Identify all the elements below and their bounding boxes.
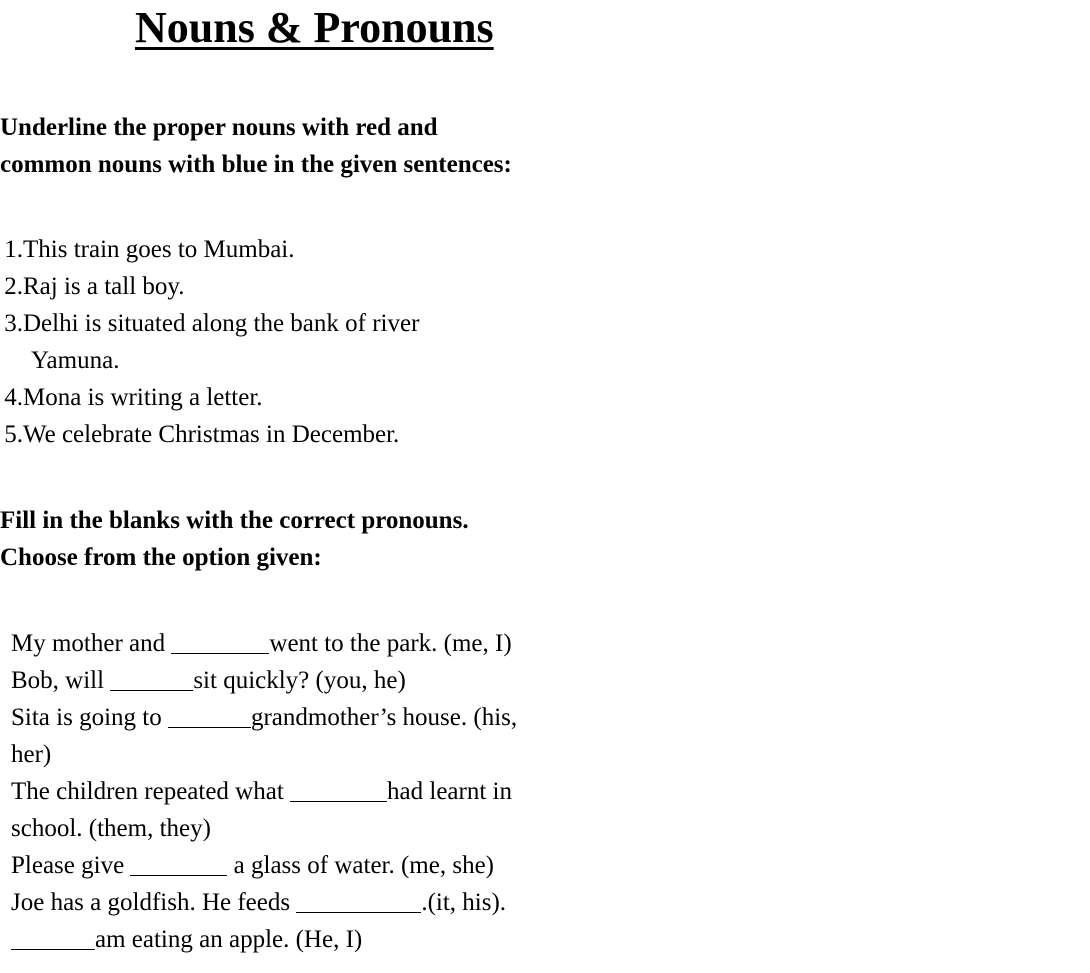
item-text-before: Please give <box>11 852 131 879</box>
item-text: Mona is writing a letter. <box>23 384 263 411</box>
item-text-after: sit quickly? (you, he) <box>193 667 406 694</box>
item-number: 4. <box>4 384 23 411</box>
item-text-before: Bob, will <box>11 667 111 694</box>
item-text-after: am eating an apple. (He, I) <box>95 926 363 953</box>
item-text: This train goes to Mumbai. <box>23 236 295 263</box>
answer-blank <box>110 665 193 691</box>
item-text-after: had learnt in <box>387 778 512 805</box>
item-text-before: Joe has a goldfish. He feeds <box>11 889 297 916</box>
list-item-continuation: Yamuna. <box>31 347 120 374</box>
section1-instruction <box>0 109 512 183</box>
fill-blank-item <box>11 773 512 810</box>
section2-instruction <box>0 502 469 576</box>
item-text-before: Sita is going to <box>11 704 168 731</box>
answer-blank <box>11 924 95 950</box>
page-title: Nouns & Pronouns <box>135 3 494 52</box>
item-number: 1. <box>4 236 23 263</box>
item-text-before: The children repeated what <box>11 778 291 805</box>
section2-instruction-line2: Choose from the option given: <box>0 544 322 571</box>
fill-blank-item <box>11 662 406 699</box>
fill-blank-item <box>11 847 494 884</box>
section1-instruction-line1: Underline the proper nouns with red and <box>0 114 438 141</box>
item-text-before: My mother and <box>11 630 172 657</box>
answer-blank <box>290 776 387 802</box>
item-text: We celebrate Christmas in December. <box>23 421 400 448</box>
list-item <box>0 379 263 416</box>
item-text: Delhi is situated along the bank of river <box>23 310 420 337</box>
section2-instruction-line1: Fill in the blanks with the correct pronouns. <box>0 507 469 534</box>
fill-blank-item <box>11 884 506 921</box>
fill-blank-item <box>11 699 517 736</box>
item-number: 2. <box>4 273 23 300</box>
answer-blank <box>296 887 421 913</box>
fill-blank-item <box>11 625 512 662</box>
list-item <box>0 416 399 453</box>
fill-blank-continuation: her) <box>11 741 52 768</box>
fill-blank-continuation: school. (them, they) <box>11 815 211 842</box>
item-text: Raj is a tall boy. <box>23 273 185 300</box>
item-text-after: a glass of water. (me, she) <box>227 852 494 879</box>
item-number: 3. <box>4 310 23 337</box>
section1-instruction-line2: common nouns with blue in the given sentences: <box>0 151 512 178</box>
item-number: 5. <box>4 421 23 448</box>
list-item <box>0 231 295 268</box>
list-item <box>0 268 185 305</box>
answer-blank <box>130 850 227 876</box>
fill-blank-item <box>11 921 362 958</box>
item-text-after: went to the park. (me, I) <box>269 630 512 657</box>
list-item <box>0 305 419 342</box>
answer-blank <box>168 702 251 728</box>
item-text-after: .(it, his). <box>421 889 507 916</box>
item-text-after: grandmother’s house. (his, <box>250 704 518 731</box>
answer-blank <box>171 628 269 654</box>
